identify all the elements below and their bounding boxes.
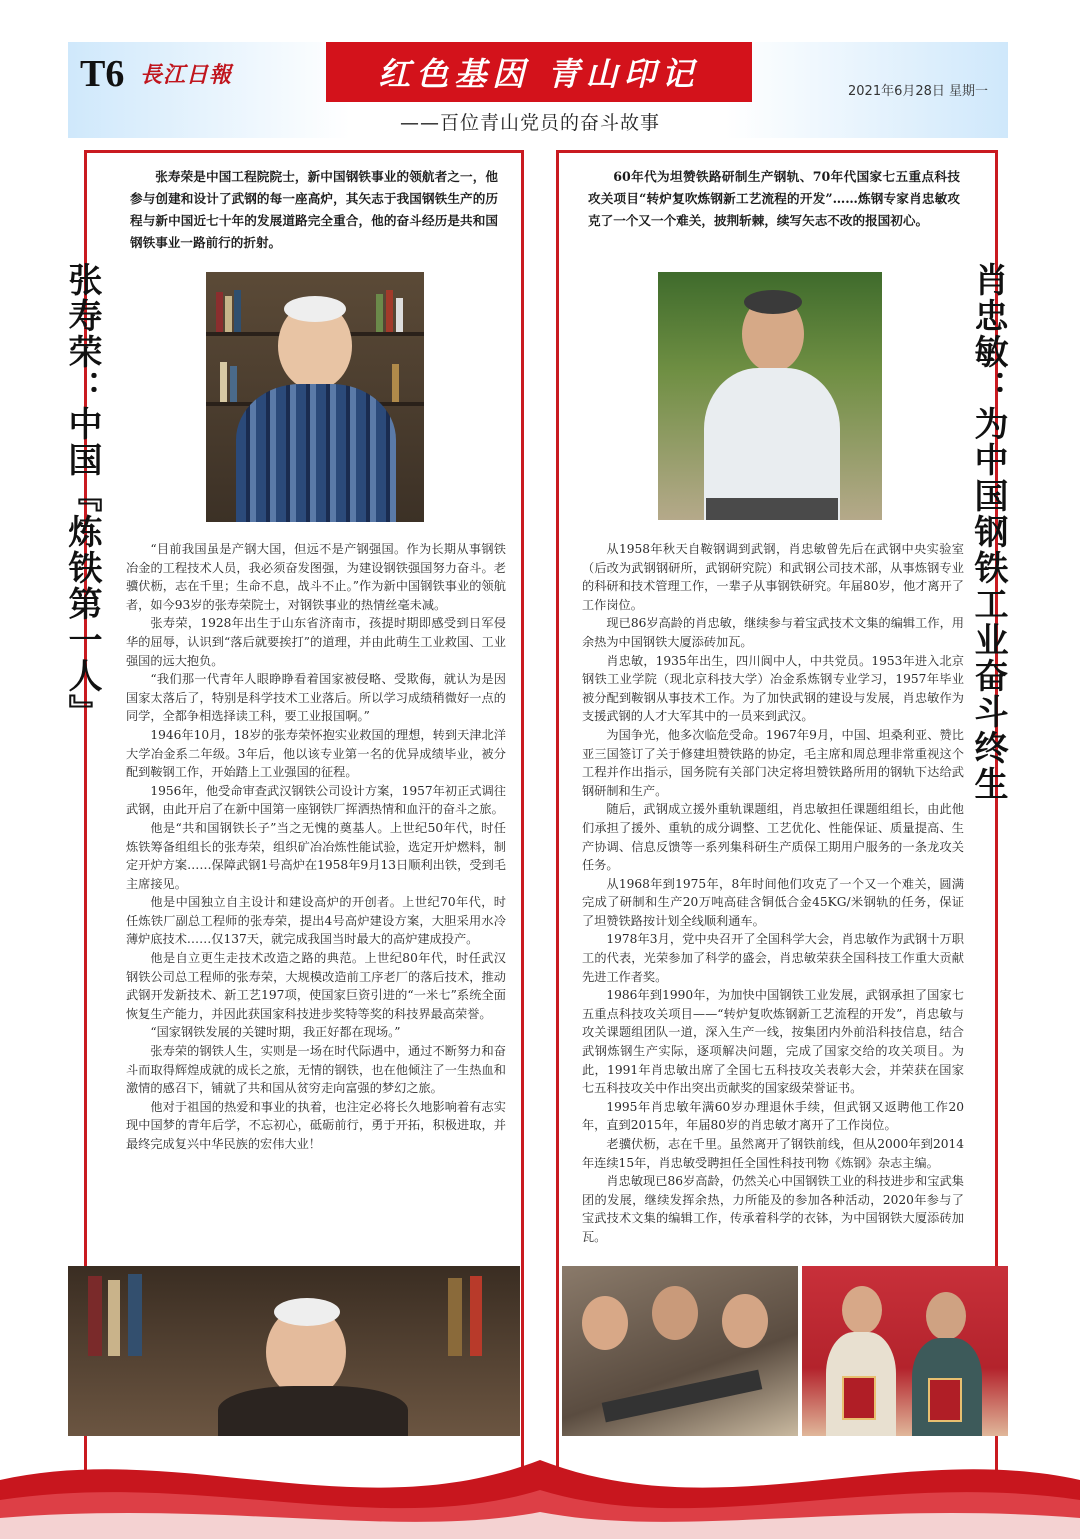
- paragraph: 1995年肖忠敏年满60岁办理退休手续，但武钢又返聘他工作20年，直到2015年，年届80岁的肖忠敏才离开了工作岗位。: [582, 1099, 964, 1133]
- left-article-headline: 张寿荣：中国『炼铁第一人』: [62, 262, 102, 730]
- paragraph: 1946年10月，18岁的张寿荣怀抱实业救国的理想，转到天津北洋大学冶金系二年级。3年后，他以该专业第一名的优异成绩毕业，被分配到鞍钢工作，开始踏上工业强国的征程。: [126, 727, 506, 780]
- right-article-headline: 肖忠敏：为中国钢铁工业奋斗终生: [968, 262, 1008, 802]
- paragraph: 肖忠敏现已86岁高龄，仍然关心中国钢铁工业的科技进步和宝武集团的发展，继续发挥余热，力所能及的参加各种活动，2020年参与了宝武技术文集的编辑工作，传承着科学的衣钵，为中国钢铁大厦添砖加瓦。: [582, 1174, 964, 1244]
- paragraph: 他是自立更生走技术改造之路的典范。上世纪80年代，时任武汉钢铁公司总工程师的张寿荣，大规模改造前工序老厂的落后技术，推动武钢开发新技术、新工艺197项，使国家巨资引进的“一米七”系统全面恢复生产能力，并因此获国家科技进步奖特等奖的科技界最高荣誉。: [126, 951, 506, 1021]
- paragraph: “目前我国虽是产钢大国，但远不是产钢强国。作为长期从事钢铁冶金的工程技术人员，我必须奋发图强，为建设钢铁强国努力奋斗。老骥伏枥，志在千里；生命不息，战斗不止。”作为新中国钢铁事业的领航者，如今93岁的张寿荣院士，对钢铁事业的热情丝毫未减。: [126, 542, 506, 612]
- newspaper-logo: 長江日報: [140, 62, 233, 88]
- right-article-body: [582, 540, 964, 1247]
- paragraph: 肖忠敏，1935年出生，四川阆中人，中共党员。1953年进入北京钢铁工业学院（现北京科技大学）冶金系炼钢专业学习，1957年毕业被分配到鞍钢从事技术工作。为了加快武钢的建设与发展，肖忠敏作为支援武钢的人才大军其中的一员来到武汉。: [582, 653, 964, 724]
- paragraph: 他是“共和国钢铁长子”当之无愧的奠基人。上世纪50年代，时任炼铁筹备组组长的张寿荣，组织矿冶冶炼性能试验，选定开炉燃料，制定开炉方案……保障武钢1号高炉在1958年9月13日顺利出铁，受到毛主席接见。: [126, 820, 506, 891]
- issue-date: 2021年6月28日 星期一: [848, 84, 989, 99]
- paragraph: 从1958年秋天自鞍钢调到武钢，肖忠敏曾先后在武钢中央实验室（后改为武钢钢研所，武钢研究院）和武钢公司技术部，从事炼钢专业的科研和技术管理工作，一辈子从事钢铁研究。年届80岁，他才离开了工作岗位。: [582, 542, 964, 612]
- paragraph: “我们那一代青年人眼睁睁看着国家被侵略、受欺侮，就认为是因国家太落后了，特别是科学技术工业落后。所以学习成绩稍微好一点的同学，全都争相选择读工科，要工业报国啊。”: [126, 672, 506, 724]
- decorative-waves: [0, 1400, 1080, 1539]
- section-subtitle: ——百位青山党员的奋斗故事: [400, 112, 661, 134]
- section-banner: 红色基因 青山印记: [326, 42, 752, 102]
- right-article-intro: 60年代为坦赞铁路研制生产钢轨、70年代国家七五重点科技攻关项目“转炉复吹炼钢新工艺流程的开发”……炼钢专家肖忠敏攻克了一个又一个难关，披荆斩棘，续写矢志不改的报国初心。: [588, 169, 960, 228]
- paragraph: 老骥伏枥，志在千里。虽然离开了钢铁前线，但从2000年到2014年连续15年，肖忠敏受聘担任全国性科技刊物《炼钢》杂志主编。: [582, 1137, 964, 1170]
- zhang-shourong-portrait: [206, 272, 424, 522]
- paragraph: 为国争光，他多次临危受命。1967年9月，中国、坦桑利亚、赞比亚三国签订了关于修建坦赞铁路的协定，毛主席和周总理非常重视这个工程并作出指示，国务院有关部门决定将坦赞铁路所用的钢轨下达给武钢研制和生产。: [582, 727, 964, 798]
- paragraph: 他是中国独立自主设计和建设高炉的开创者。上世纪70年代，时任炼铁厂副总工程师的张寿荣，提出4号高炉建设方案，大胆采用水冷薄炉底技术……仅137天，就完成我国当时最大的高炉建成投产。: [126, 895, 506, 947]
- paragraph: 张寿荣，1928年出生于山东省济南市，孩提时期即感受到日军侵华的屈辱，认识到“落后就要挨打”的道理，并由此萌生工业救国、工业强国的远大抱负。: [126, 616, 506, 668]
- paragraph: 张寿荣的钢铁人生，实则是一场在时代际遇中，通过不断努力和奋斗而取得辉煌成就的成长之旅，无情的钢铁，也在他倾注了一生热血和激情的感召下，铺就了共和国从贫穷走向富强的梦幻之旅。: [126, 1044, 506, 1096]
- paragraph: 1986年到1990年，为加快中国钢铁工业发展，武钢承担了国家七五重点科技攻关项目——“转炉复吹炼钢新工艺流程的开发”，肖忠敏与攻关课题组团队一道，深入生产一线，按集团内外前沿科技信息，结合武钢炼钢生产实际，逐项解决问题，完成了国家交给的攻关项目。为此，1991年肖忠敏出席了全国七五科技攻关表彰大会，并荣获在国家七五科技攻关中作出突出贡献奖的国家级荣誉证书。: [582, 988, 964, 1096]
- paragraph: 1956年，他受命审查武汉钢铁公司设计方案，1957年初正式调往武钢，由此开启了在新中国第一座钢铁厂挥洒热情和血汗的奋斗之旅。: [126, 783, 506, 817]
- paragraph: 现已86岁高龄的肖忠敏，继续参与着宝武技术文集的编辑工作，用余热为中国钢铁大厦添砖加瓦。: [582, 616, 964, 649]
- left-article-intro: 张寿荣是中国工程院院士，新中国钢铁事业的领航者之一，他参与创建和设计了武钢的每一座高炉，其矢志于我国钢铁生产的历程与新中国近七十年的发展道路完全重合，他的奋斗经历是共和国钢铁事业一路前行的折射。: [130, 169, 498, 250]
- paragraph: “国家钢铁发展的关键时期，我正好都在现场。”: [150, 1025, 401, 1040]
- paragraph: 从1968年到1975年，8年时间他们攻克了一个又一个难关，圆满完成了研制和生产20万吨高硅含铜低合金45KG/米钢轨的任务，保证了坦赞铁路按计划全线顺利通车。: [582, 876, 964, 928]
- xiao-zhongmin-portrait: [658, 272, 882, 520]
- paragraph: 他对于祖国的热爱和事业的执着，也注定必将长久地影响着有志实现中国梦的青年后学，不忘初心，砥砺前行，勇于开拓，积极进取，并最终完成复兴中华民族的宏伟大业！: [126, 1099, 506, 1151]
- paragraph: 随后，武钢成立援外重轨课题组，肖忠敏担任课题组组长，由此他们承担了援外、重轨的成分调整、工艺优化、性能保证、质量提高、生产协调、信息反馈等一系列集科研生产质保工期用户服务的一条龙攻关任务。: [582, 802, 964, 873]
- page-number: T6: [80, 53, 125, 95]
- left-article-body: [126, 540, 506, 1154]
- paragraph: 1978年3月，党中央召开了全国科学大会，肖忠敏作为武钢十万职工的代表，光荣参加了科学的盛会，肖忠敏荣获全国科技工作重大贡献先进工作者奖。: [582, 932, 964, 984]
